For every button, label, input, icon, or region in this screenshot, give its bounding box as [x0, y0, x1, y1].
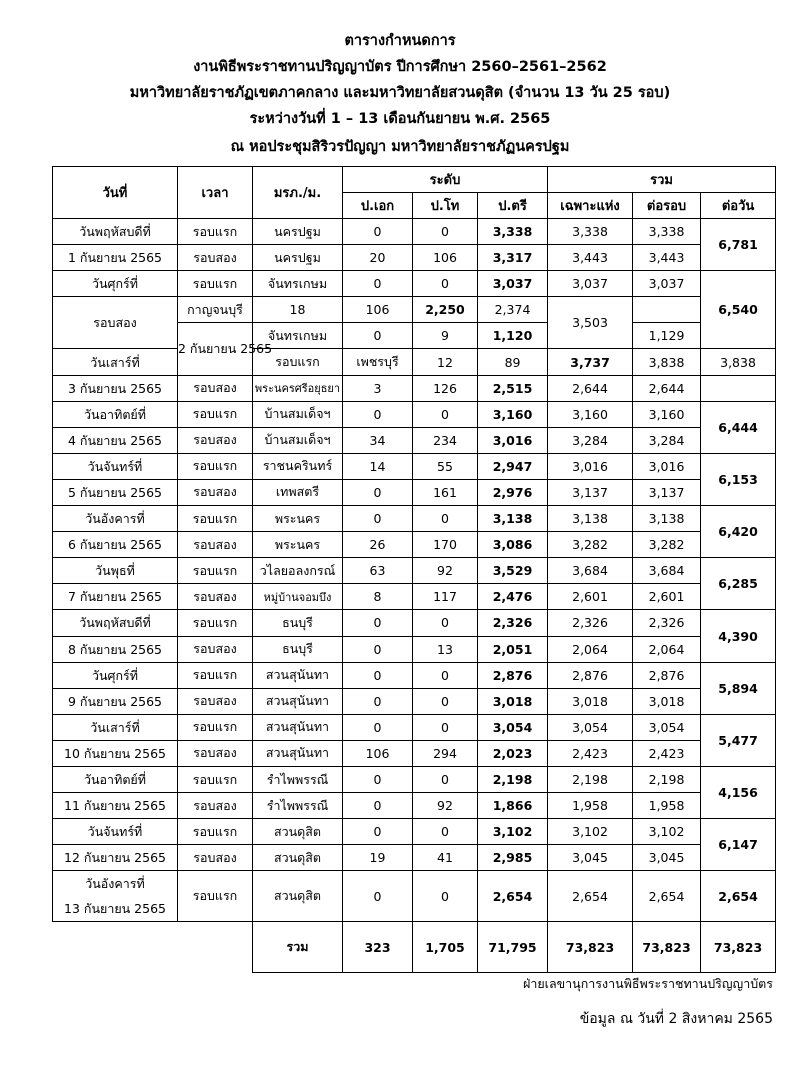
master-cell: 294: [413, 740, 478, 766]
university-cell: วไลยอลงกรณ์: [253, 558, 343, 584]
per-round-cell: 2,876: [633, 662, 701, 688]
university-cell: พระนครศรีอยุธยา: [253, 375, 343, 401]
phd-cell: 0: [343, 662, 413, 688]
round-cell: รอบแรก: [178, 610, 253, 636]
phd-cell: 0: [343, 636, 413, 662]
per-round-cell: 3,137: [633, 479, 701, 505]
round-cell: รอบแรก: [178, 271, 253, 297]
day-date: 6 กันยายน 2565: [53, 532, 178, 558]
per-day-cell: 4,390: [701, 610, 776, 662]
day-date: 7 กันยายน 2565: [53, 584, 178, 610]
totals-spacer: [53, 922, 253, 973]
bachelor-cell: 1,866: [478, 793, 548, 819]
university-cell: บ้านสมเด็จฯ: [253, 401, 343, 427]
table-row: [53, 610, 776, 636]
bachelor-cell: 2,198: [478, 766, 548, 792]
round-cell: รอบสอง: [178, 375, 253, 401]
per-day-cell: 6,285: [701, 558, 776, 610]
per-round-cell: 3,503: [548, 297, 633, 349]
totals-bachelor: 71,795: [478, 922, 548, 973]
per-day-cell: 6,444: [701, 401, 776, 453]
table-row: [53, 871, 776, 922]
phd-cell: 0: [343, 506, 413, 532]
master-cell: 106: [343, 297, 413, 323]
university-cell: สวนดุสิต: [253, 845, 343, 871]
university-cell: พระนคร: [253, 532, 343, 558]
specific-cell: 3,838: [633, 349, 701, 375]
per-round-cell: 3,282: [633, 532, 701, 558]
round-cell: รอบแรก: [178, 506, 253, 532]
day-name: วันอังคารที่: [85, 876, 145, 892]
header-total: รวม: [548, 167, 776, 193]
round-cell: รอบสอง: [178, 245, 253, 271]
master-cell: 13: [413, 636, 478, 662]
bachelor-cell: 3,086: [478, 532, 548, 558]
master-cell: 89: [478, 349, 548, 375]
phd-cell: 0: [343, 819, 413, 845]
phd-cell: 0: [343, 271, 413, 297]
day-cell: [53, 871, 178, 922]
bachelor-cell: 2,250: [413, 297, 478, 323]
specific-cell: 3,282: [548, 532, 633, 558]
header-phd: ป.เอก: [343, 193, 413, 219]
title-line-2: งานพิธีพระราชทานปริญญาบัตร ปีการศึกษา 2560–2561–2562: [193, 59, 607, 75]
master-cell: 0: [413, 819, 478, 845]
specific-cell: 3,018: [548, 688, 633, 714]
bachelor-cell: 3,037: [478, 271, 548, 297]
university-cell: รำไพพรรณี: [253, 793, 343, 819]
day-name: วันเสาร์ที่: [53, 349, 178, 375]
day-name: วันจันทร์ที่: [53, 819, 178, 845]
per-day-cell: 6,147: [701, 819, 776, 871]
table-row: [53, 453, 776, 479]
bachelor-cell: 3,018: [478, 688, 548, 714]
phd-cell: 14: [343, 453, 413, 479]
university-cell: เพชรบุรี: [343, 349, 413, 375]
bachelor-cell: 2,051: [478, 636, 548, 662]
header-bachelor: ป.ตรี: [478, 193, 548, 219]
master-cell: 41: [413, 845, 478, 871]
per-day-cell: 6,781: [701, 219, 776, 271]
specific-cell: 3,138: [548, 506, 633, 532]
master-cell: 0: [413, 506, 478, 532]
day-name: วันอาทิตย์ที่: [53, 401, 178, 427]
totals-master: 1,705: [413, 922, 478, 973]
day-date: 13 กันยายน 2565: [64, 901, 166, 917]
table-row: [53, 584, 776, 610]
bachelor-cell: 2,023: [478, 740, 548, 766]
bachelor-cell: 3,737: [548, 349, 633, 375]
specific-cell: 2,601: [548, 584, 633, 610]
bachelor-cell: 2,515: [478, 375, 548, 401]
bachelor-cell: 2,976: [478, 479, 548, 505]
specific-cell: 3,684: [548, 558, 633, 584]
phd-cell: 0: [343, 610, 413, 636]
university-cell: หมู่บ้านจอมบึง: [253, 584, 343, 610]
table-row: [53, 506, 776, 532]
per-round-cell: 3,054: [633, 714, 701, 740]
master-cell: 0: [413, 714, 478, 740]
totals-per-day: 73,823: [701, 922, 776, 973]
round-cell: รอบแรก: [178, 766, 253, 792]
day-name: วันเสาร์ที่: [53, 714, 178, 740]
specific-cell: 3,338: [548, 219, 633, 245]
per-round-cell: 3,138: [633, 506, 701, 532]
venue-line: ณ หอประชุมสิริวรปัญญา มหาวิทยาลัยราชภัฏนครปฐม: [230, 139, 570, 155]
table-row: [53, 427, 776, 453]
phd-cell: 106: [343, 740, 413, 766]
phd-cell: 0: [343, 219, 413, 245]
table-row: [53, 662, 776, 688]
day-date: 12 กันยายน 2565: [53, 845, 178, 871]
title-line-4: ระหว่างวันที่ 1 – 13 เดือนกันยายน พ.ศ. 2565: [249, 111, 551, 127]
university-cell: บ้านสมเด็จฯ: [253, 427, 343, 453]
specific-cell: 3,160: [548, 401, 633, 427]
phd-cell: 34: [343, 427, 413, 453]
day-date: 8 กันยายน 2565: [53, 636, 178, 662]
round-cell: รอบแรก: [178, 219, 253, 245]
university-cell: ธนบุรี: [253, 610, 343, 636]
table-row: [53, 558, 776, 584]
bachelor-cell: 1,120: [478, 323, 548, 349]
phd-cell: 8: [343, 584, 413, 610]
per-day-cell: 6,540: [701, 271, 776, 349]
bachelor-cell: 2,326: [478, 610, 548, 636]
document-title-block: [0, 28, 800, 160]
table-row: [53, 219, 776, 245]
university-cell: สวนสุนันทา: [253, 688, 343, 714]
specific-cell: 2,374: [478, 297, 548, 323]
round-cell: รอบสอง: [53, 297, 178, 349]
footer-as-of: ข้อมูล ณ วันที่ 2 สิงหาคม 2565: [579, 1011, 773, 1027]
per-round-cell: 3,838: [701, 349, 776, 375]
university-cell: สวนสุนันทา: [253, 662, 343, 688]
per-round-cell: 1,958: [633, 793, 701, 819]
master-cell: 170: [413, 532, 478, 558]
bachelor-cell: 2,876: [478, 662, 548, 688]
header-time: เวลา: [178, 167, 253, 219]
table-row: [53, 401, 776, 427]
header-master: ป.โท: [413, 193, 478, 219]
per-round-cell: 2,326: [633, 610, 701, 636]
master-cell: 0: [413, 871, 478, 922]
specific-cell: 3,037: [548, 271, 633, 297]
table-row: [53, 845, 776, 871]
master-cell: 0: [413, 271, 478, 297]
specific-cell: 2,423: [548, 740, 633, 766]
university-cell: สวนดุสิต: [253, 871, 343, 922]
round-cell: รอบแรก: [253, 349, 343, 375]
footer-unit: ฝ่ายเลขานุการงานพิธีพระราชทานปริญญาบัตร: [523, 976, 773, 991]
master-cell: 92: [413, 558, 478, 584]
specific-cell: 2,326: [548, 610, 633, 636]
table-row: [53, 532, 776, 558]
phd-cell: 26: [343, 532, 413, 558]
table-row: [53, 688, 776, 714]
day-date: 2 กันยายน 2565: [178, 323, 253, 375]
per-round-cell: 3,102: [633, 819, 701, 845]
day-name: วันพฤหัสบดีที่: [53, 610, 178, 636]
specific-cell: 2,064: [548, 636, 633, 662]
round-cell: รอบแรก: [178, 453, 253, 479]
university-cell: จันทรเกษม: [253, 271, 343, 297]
university-cell: กาญจนบุรี: [178, 297, 253, 323]
header-per-day: ต่อวัน: [701, 193, 776, 219]
per-day-cell: 5,894: [701, 662, 776, 714]
round-cell: รอบแรก: [178, 558, 253, 584]
specific-cell: 2,876: [548, 662, 633, 688]
table-row: [53, 271, 776, 297]
round-cell: รอบแรก: [178, 401, 253, 427]
title-line-3: มหาวิทยาลัยราชภัฏเขตภาคกลาง และมหาวิทยาลัยสวนดุสิต (จำนวน 13 วัน 25 รอบ): [129, 85, 671, 101]
per-round-cell: 2,198: [633, 766, 701, 792]
table-row: [53, 819, 776, 845]
table-row: [53, 793, 776, 819]
bachelor-cell: 3,338: [478, 219, 548, 245]
day-name: วันอาทิตย์ที่: [53, 766, 178, 792]
per-round-cell: 2,601: [633, 584, 701, 610]
university-cell: เทพสตรี: [253, 479, 343, 505]
university-cell: รำไพพรรณี: [253, 766, 343, 792]
day-date: 5 กันยายน 2565: [53, 479, 178, 505]
per-round-cell: 3,018: [633, 688, 701, 714]
per-round-cell: 3,443: [633, 245, 701, 271]
round-cell: รอบสอง: [178, 793, 253, 819]
bachelor-cell: 3,102: [478, 819, 548, 845]
round-cell: รอบสอง: [178, 584, 253, 610]
master-cell: 126: [413, 375, 478, 401]
university-cell: สวนสุนันทา: [253, 740, 343, 766]
phd-cell: 0: [343, 401, 413, 427]
table-row: [53, 740, 776, 766]
bachelor-cell: 2,985: [478, 845, 548, 871]
bachelor-cell: 3,529: [478, 558, 548, 584]
specific-cell: 2,644: [548, 375, 633, 401]
bachelor-cell: 3,160: [478, 401, 548, 427]
bachelor-cell: 3,138: [478, 506, 548, 532]
phd-cell: 3: [343, 375, 413, 401]
master-cell: 0: [413, 688, 478, 714]
per-round-cell: 3,684: [633, 558, 701, 584]
schedule-table: [52, 166, 776, 973]
round-cell: รอบสอง: [178, 479, 253, 505]
table-row: [53, 636, 776, 662]
master-cell: 55: [413, 453, 478, 479]
header-date: วันที่: [53, 167, 178, 219]
master-cell: 0: [413, 662, 478, 688]
bachelor-cell: 3,054: [478, 714, 548, 740]
per-round-cell: 3,016: [633, 453, 701, 479]
day-name: วันศุกร์ที่: [53, 271, 178, 297]
totals-phd: 323: [343, 922, 413, 973]
day-name: วันจันทร์ที่: [53, 453, 178, 479]
university-cell: ราชนครินทร์: [253, 453, 343, 479]
specific-cell: 3,102: [548, 819, 633, 845]
specific-cell: 2,198: [548, 766, 633, 792]
phd-cell: 0: [343, 793, 413, 819]
phd-cell: 0: [343, 714, 413, 740]
table-row: [53, 375, 776, 401]
university-cell: พระนคร: [253, 506, 343, 532]
phd-cell: 20: [343, 245, 413, 271]
per-day-cell: 4,156: [701, 766, 776, 818]
bachelor-cell: 3,016: [478, 427, 548, 453]
day-date: 9 กันยายน 2565: [53, 688, 178, 714]
specific-cell: 3,016: [548, 453, 633, 479]
day-date: 11 กันยายน 2565: [53, 793, 178, 819]
bachelor-cell: 3,317: [478, 245, 548, 271]
phd-cell: 18: [253, 297, 343, 323]
master-cell: 0: [413, 766, 478, 792]
day-date: 10 กันยายน 2565: [53, 740, 178, 766]
round-cell: รอบแรก: [178, 871, 253, 922]
bachelor-cell: 2,476: [478, 584, 548, 610]
day-name: วันพฤหัสบดีที่: [53, 219, 178, 245]
table-row: [53, 349, 776, 375]
per-round-cell: 3,037: [633, 271, 701, 297]
university-cell: นครปฐม: [253, 219, 343, 245]
university-cell: ธนบุรี: [253, 636, 343, 662]
totals-per-round: 73,823: [633, 922, 701, 973]
specific-cell: 3,045: [548, 845, 633, 871]
specific-cell: 1,958: [548, 793, 633, 819]
per-round-cell: 2,644: [633, 375, 701, 401]
table-row: [53, 245, 776, 271]
master-cell: 0: [413, 219, 478, 245]
round-cell: รอบสอง: [178, 688, 253, 714]
university-cell: นครปฐม: [253, 245, 343, 271]
day-name: วันพุธที่: [53, 558, 178, 584]
university-cell: จันทรเกษม: [253, 323, 343, 349]
round-cell: รอบสอง: [178, 532, 253, 558]
specific-cell: 2,654: [548, 871, 633, 922]
specific-cell: 3,137: [548, 479, 633, 505]
master-cell: 234: [413, 427, 478, 453]
phd-cell: 0: [343, 688, 413, 714]
per-round-cell: 3,284: [633, 427, 701, 453]
master-cell: 161: [413, 479, 478, 505]
round-cell: รอบสอง: [178, 740, 253, 766]
table-row: [53, 297, 776, 323]
phd-cell: 0: [343, 479, 413, 505]
round-cell: รอบสอง: [178, 636, 253, 662]
header-specific: เฉพาะแห่ง: [548, 193, 633, 219]
round-cell: รอบสอง: [178, 427, 253, 453]
per-day-cell: 6,153: [701, 453, 776, 505]
specific-cell: 3,284: [548, 427, 633, 453]
university-cell: สวนดุสิต: [253, 819, 343, 845]
specific-cell: 3,443: [548, 245, 633, 271]
university-cell: สวนสุนันทา: [253, 714, 343, 740]
phd-cell: 12: [413, 349, 478, 375]
phd-cell: 0: [343, 871, 413, 922]
per-round-cell: 3,045: [633, 845, 701, 871]
master-cell: 117: [413, 584, 478, 610]
totals-specific: 73,823: [548, 922, 633, 973]
header-level: ระดับ: [343, 167, 548, 193]
header-university: มรภ./ม.: [253, 167, 343, 219]
phd-cell: 63: [343, 558, 413, 584]
per-round-cell: 2,654: [633, 871, 701, 922]
per-round-cell: 3,160: [633, 401, 701, 427]
master-cell: 106: [413, 245, 478, 271]
per-day-cell: 2,654: [701, 871, 776, 922]
phd-cell: 19: [343, 845, 413, 871]
phd-cell: 0: [343, 323, 413, 349]
per-day-cell: 5,477: [701, 714, 776, 766]
master-cell: 0: [413, 401, 478, 427]
table-row: [53, 479, 776, 505]
per-round-cell: 2,423: [633, 740, 701, 766]
totals-label: รวม: [253, 922, 343, 973]
bachelor-cell: 2,947: [478, 453, 548, 479]
table-row: [53, 766, 776, 792]
day-date: 3 กันยายน 2565: [53, 375, 178, 401]
table-row: [53, 714, 776, 740]
phd-cell: 0: [343, 766, 413, 792]
master-cell: 92: [413, 793, 478, 819]
per-day-cell: 6,420: [701, 506, 776, 558]
header-per-round: ต่อรอบ: [633, 193, 701, 219]
round-cell: รอบแรก: [178, 819, 253, 845]
specific-cell: 1,129: [633, 323, 701, 349]
round-cell: รอบแรก: [178, 714, 253, 740]
round-cell: รอบสอง: [178, 845, 253, 871]
day-date: 4 กันยายน 2565: [53, 427, 178, 453]
master-cell: 9: [413, 323, 478, 349]
day-date: 1 กันยายน 2565: [53, 245, 178, 271]
master-cell: 0: [413, 610, 478, 636]
per-round-cell: 3,338: [633, 219, 701, 245]
bachelor-cell: 2,654: [478, 871, 548, 922]
title-line-1: ตารางกำหนดการ: [344, 33, 456, 49]
day-name: วันศุกร์ที่: [53, 662, 178, 688]
round-cell: รอบแรก: [178, 662, 253, 688]
totals-row: [53, 922, 776, 973]
specific-cell: 3,054: [548, 714, 633, 740]
day-name: วันอังคารที่: [53, 506, 178, 532]
per-round-cell: 2,064: [633, 636, 701, 662]
